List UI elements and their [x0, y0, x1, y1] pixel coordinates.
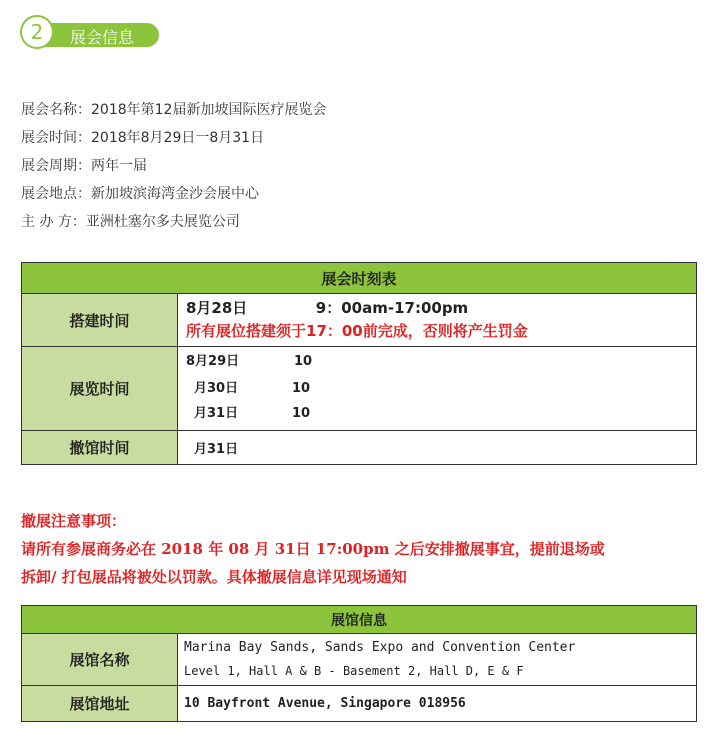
setup-note: 所有展位搭建须于17：00前完成，否则将产生罚金 — [186, 322, 528, 340]
exhibit-date: 月31日 — [194, 406, 239, 421]
setup-label: 搭建时间 — [22, 294, 178, 347]
exhibit-row — [178, 402, 696, 429]
info-row-date — [21, 127, 326, 155]
info-value: 2018年第12届新加坡国际医疗展览会 — [91, 102, 327, 118]
setup-date: 8月28日 — [186, 299, 248, 317]
info-row-organizer — [21, 211, 326, 239]
exhibit-time: 10 — [294, 354, 313, 369]
info-label: 展会名称： — [21, 102, 91, 118]
venue-hall-line: Level 1, Hall A & B - Basement 2, Hall D, E & F — [184, 663, 524, 678]
exhibition-info — [21, 99, 326, 239]
venue-address: 10 Bayfront Avenue, Singapore 018956 — [184, 696, 466, 711]
section-header — [20, 15, 160, 53]
schedule-table-title: 展会时刻表 — [22, 263, 697, 294]
info-row-cycle — [21, 155, 326, 183]
info-label: 主 办 方： — [21, 214, 86, 230]
setup-cell — [178, 294, 697, 347]
info-value: 新加坡滨海湾金沙会展中心 — [91, 186, 259, 202]
exhibit-time: 10 — [292, 406, 311, 421]
notice-line: 拆卸/ 打包展品将被处以罚款。具体撤展信息详见现场通知 — [21, 568, 407, 586]
schedule-table — [21, 262, 697, 465]
venue-table — [21, 605, 697, 722]
notice-line: 请所有参展商务必在 2018 年 08 月 31日 17:00pm 之后安排撤展事宜，提前退场或 — [21, 540, 605, 558]
venue-table-title: 展馆信息 — [22, 606, 697, 634]
setup-time: 9：00am-17:00pm — [315, 299, 469, 317]
info-value: 2018年8月29日一8月31日 — [91, 130, 265, 146]
teardown-notice — [21, 507, 701, 591]
section-title-pill — [36, 23, 159, 47]
exhibit-date: 8月29日 — [186, 354, 240, 369]
info-value: 亚洲杜塞尔多夫展览公司 — [85, 214, 240, 230]
teardown-label: 撤馆时间 — [22, 431, 178, 465]
exhibit-date: 月30日 — [194, 381, 239, 396]
venue-address-label: 展馆地址 — [22, 686, 178, 722]
info-label: 展会周期： — [21, 158, 91, 174]
section-title: 展会信息 — [70, 28, 135, 47]
info-label: 展会地点： — [21, 186, 91, 202]
exhibit-row — [178, 348, 696, 375]
teardown-cell — [178, 431, 697, 465]
teardown-date: 月31日 — [194, 442, 239, 457]
info-value: 两年一届 — [91, 158, 147, 174]
venue-address-cell — [178, 686, 697, 722]
venue-name-line: Marina Bay Sands, Sands Expo and Convention Center — [184, 639, 576, 655]
venue-name-label: 展馆名称 — [22, 634, 178, 686]
exhibit-time: 10 — [292, 381, 311, 396]
section-number-badge: 2 — [20, 15, 54, 49]
exhibit-row — [178, 375, 696, 402]
info-label: 展会时间： — [21, 130, 91, 146]
setup-date-time — [178, 296, 696, 320]
info-row-location — [21, 183, 326, 211]
exhibit-cell — [178, 347, 697, 431]
venue-name-cell — [178, 634, 697, 686]
info-row-name — [21, 99, 326, 127]
exhibit-label: 展览时间 — [22, 347, 178, 431]
notice-title: 撤展注意事项： — [21, 512, 127, 530]
